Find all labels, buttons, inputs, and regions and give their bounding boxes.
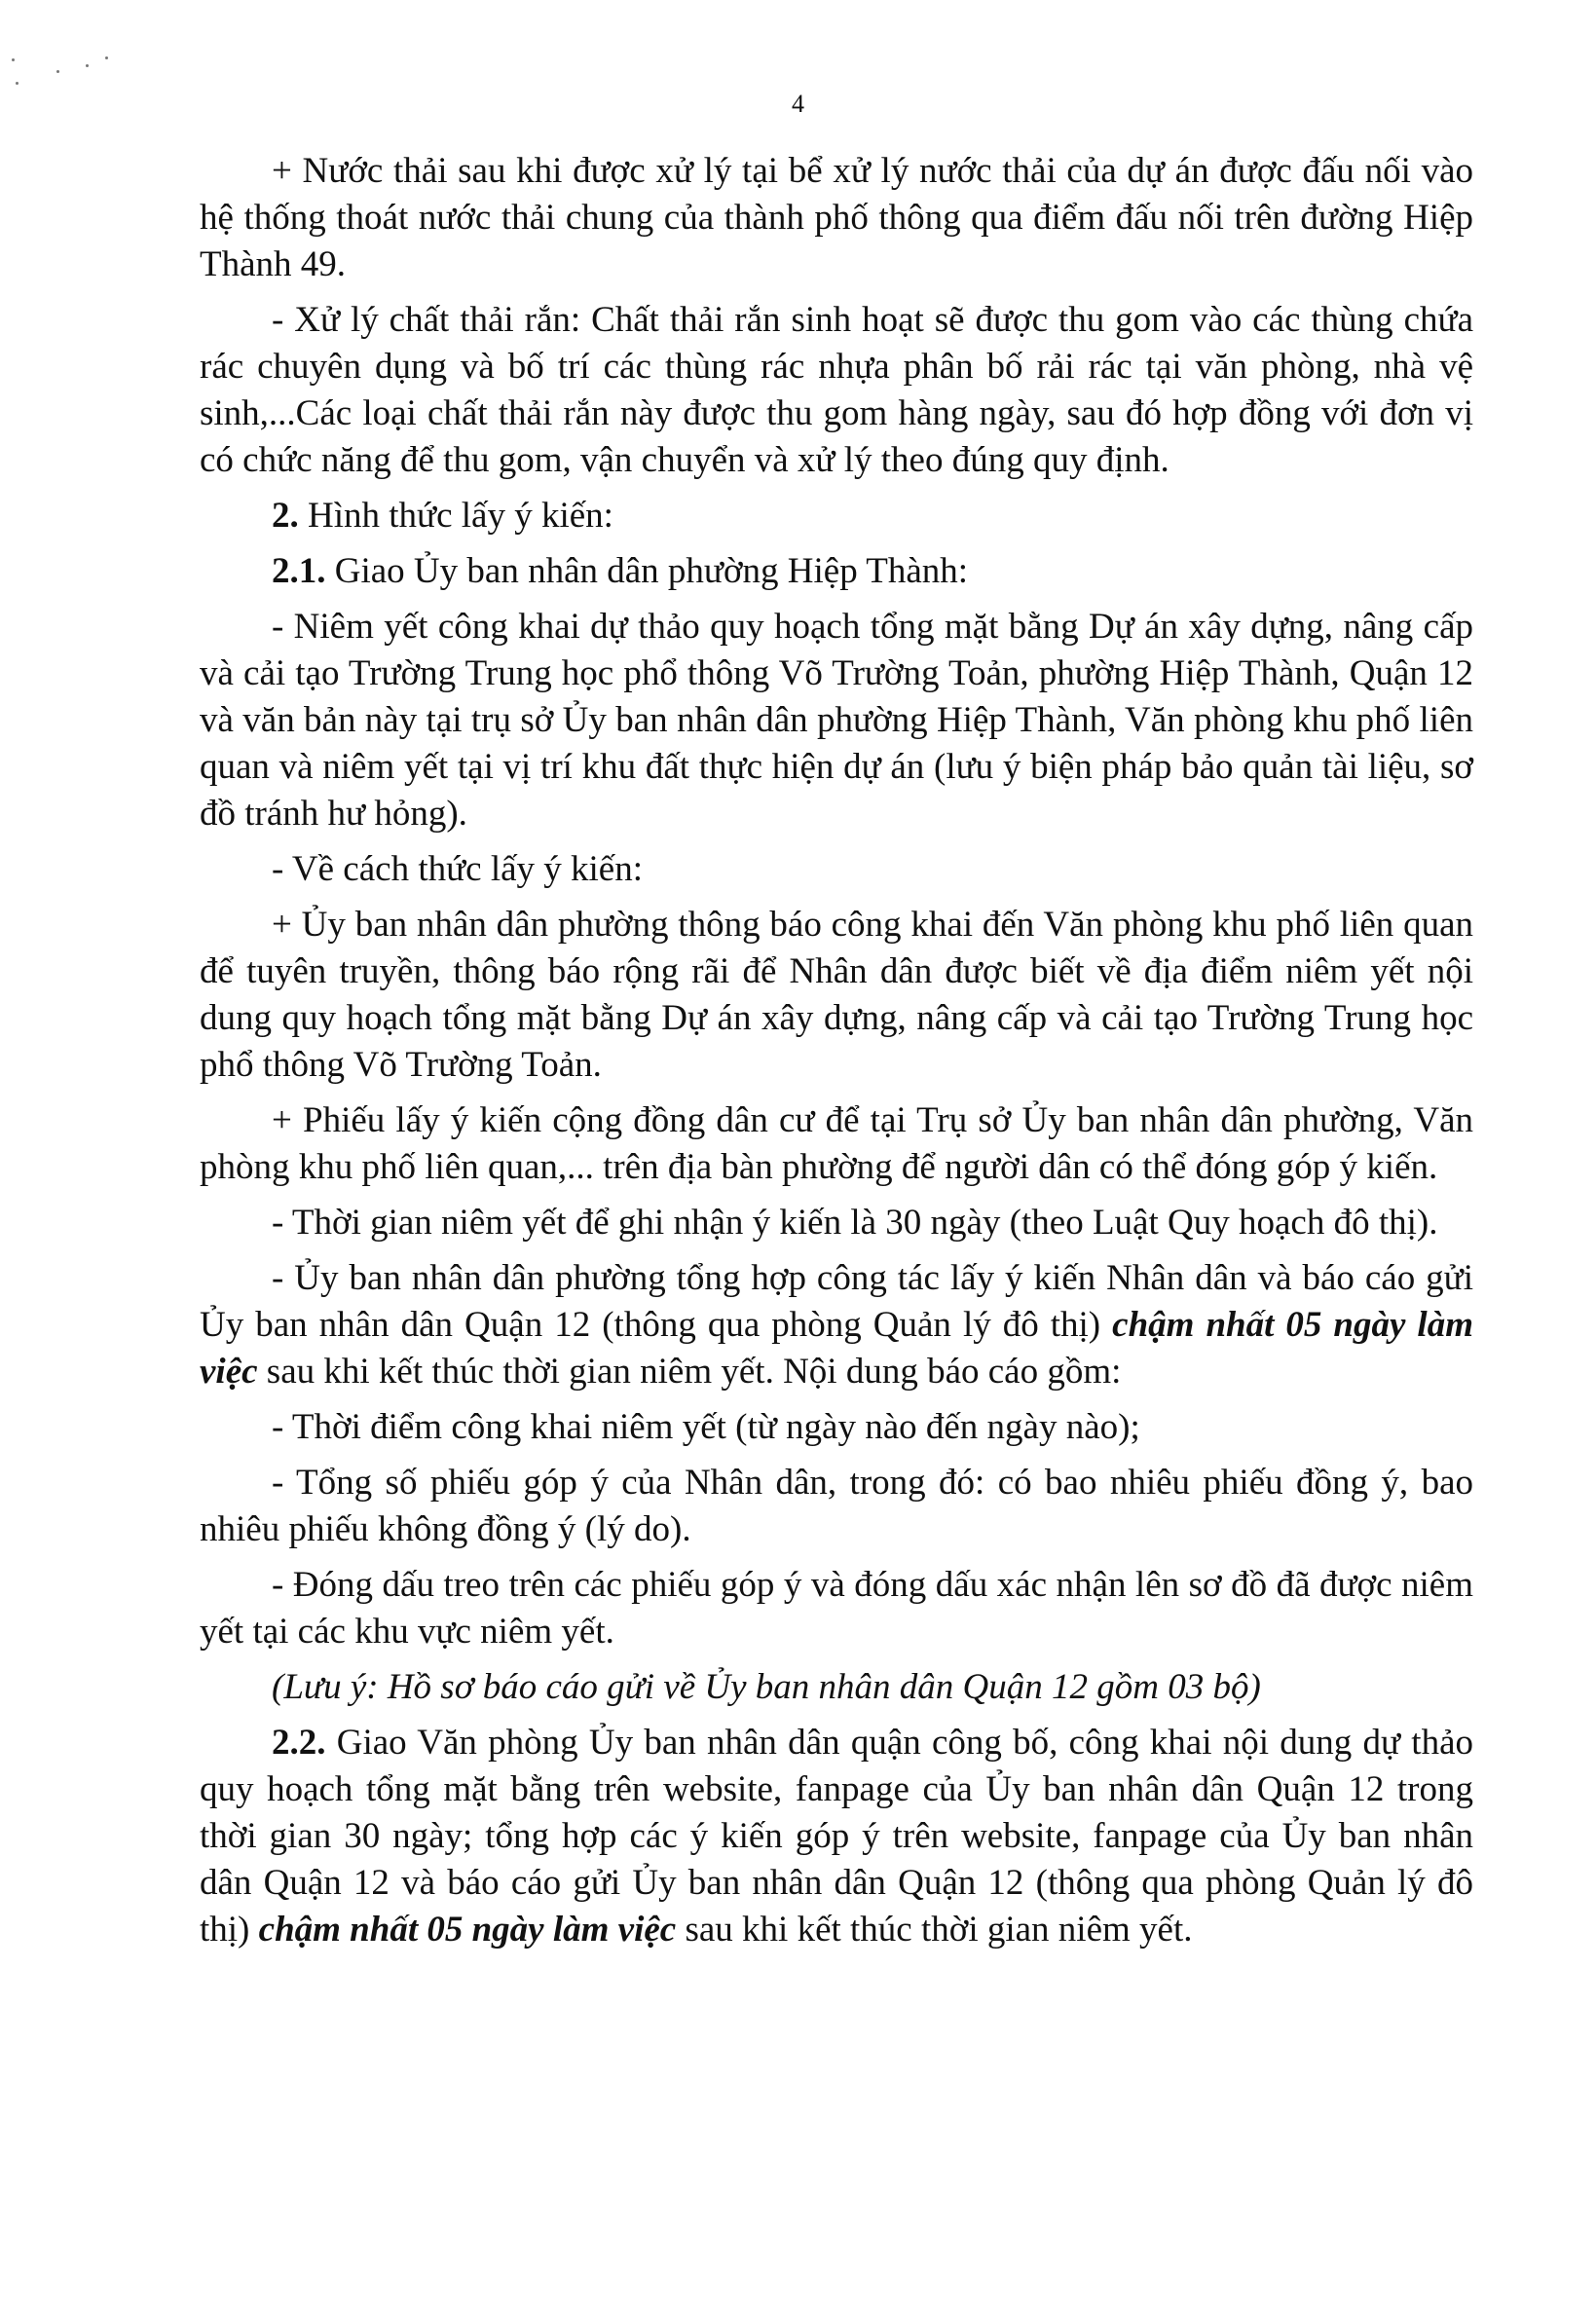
deadline-emphasis: chậm nhất 05 ngày làm việc: [200, 1305, 1473, 1392]
section-number: 2.1.: [272, 551, 326, 591]
scan-speck: [86, 64, 89, 67]
paragraph-report-count: - Tổng số phiếu góp ý của Nhân dân, trong đó: có bao nhiêu phiếu đồng ý, bao nhiêu phiếu không đồng ý (lý do).: [200, 1463, 1473, 1549]
section-number: 2.2.: [272, 1723, 326, 1763]
text-run: sau khi kết thúc thời gian niêm yết.: [676, 1910, 1193, 1950]
paragraph-solid-waste: - Xử lý chất thải rắn: Chất thải rắn sinh hoạt sẽ được thu gom vào các thùng chứa rác chuyên dụng và bố trí các thùng rác nhựa phân bố rải rác tại văn phòng, nhà vệ sinh,...Các loại chất thải rắn này được thu gom hàng ngày, sau đó hợp đồng với đơn vị có chức năng để thu gom, vận chuyển và xử lý theo đúng quy định.: [200, 300, 1473, 480]
paragraph-wastewater-connection: + Nước thải sau khi được xử lý tại bể xử lý nước thải của dự án được đấu nối vào hệ thống thoát nước thải chung của thành phố thông qua điểm đấu nối trên đường Hiệp Thành 49.: [200, 151, 1473, 284]
paragraph-ward-report: [200, 1255, 1473, 1395]
heading-text: Hình thức lấy ý kiến:: [298, 496, 613, 536]
paragraph-posting-duration: - Thời gian niêm yết để ghi nhận ý kiến là 30 ngày (theo Luật Quy hoạch đô thị).: [272, 1203, 1438, 1243]
paragraph-district-office: [200, 1720, 1473, 1953]
paragraph-public-posting: - Niêm yết công khai dự thảo quy hoạch tổng mặt bằng Dự án xây dựng, nâng cấp và cải tạo Trường Trung học phổ thông Võ Trường Toản, phường Hiệp Thành, Quận 12 và văn bản này tại trụ sở Ủy ban nhân dân phường Hiệp Thành, Văn phòng khu phố liên quan và niêm yết tại vị trí khu đất thực hiện dự án (lưu ý biện pháp bảo quản tài liệu, sơ đồ tránh hư hỏng).: [200, 607, 1473, 834]
text-run: Giao Văn phòng Ủy ban nhân dân quận công bố, công khai nội dung dự thảo quy hoạch tổng mặt bằng trên website, fanpage của Ủy ban nhân dân Quận 12 trong thời gian 30 ngày; tổng hợp các ý kiến góp ý trên website, fanpage của Ủy ban nhân dân Quận 12 và báo cáo gửi Ủy ban nhân dân Quận 12 (thông qua phòng Quản lý đô thị): [200, 1723, 1473, 1950]
scan-speck: [12, 58, 15, 61]
document-body: [200, 148, 1473, 1962]
scan-speck: [56, 70, 59, 73]
heading-ward-assignment: [200, 548, 1473, 595]
paragraph-report-time: - Thời điểm công khai niêm yết (từ ngày nào đến ngày nào);: [272, 1407, 1140, 1447]
page-number: 4: [792, 90, 804, 118]
section-number: 2.: [272, 496, 299, 536]
paragraph-ward-announcement: + Ủy ban nhân dân phường thông báo công khai đến Văn phòng khu phố liên quan để tuyên truyền, thông báo rộng rãi để Nhân dân được biết về địa điểm niêm yết nội dung quy hoạch tổng mặt bằng Dự án xây dựng, nâng cấp và cải tạo Trường Trung học phổ thông Võ Trường Toản.: [200, 905, 1473, 1085]
heading-text: Giao Ủy ban nhân dân phường Hiệp Thành:: [325, 551, 969, 591]
paragraph-opinion-forms: + Phiếu lấy ý kiến cộng đồng dân cư để tại Trụ sở Ủy ban nhân dân phường, Văn phòng khu phố liên quan,... trên địa bàn phường để người dân có thể đóng góp ý kiến.: [200, 1100, 1473, 1187]
paragraph-note: (Lưu ý: Hồ sơ báo cáo gửi về Ủy ban nhân dân Quận 12 gồm 03 bộ): [272, 1667, 1261, 1707]
paragraph-method-heading: - Về cách thức lấy ý kiến:: [272, 849, 644, 889]
text-run: - Ủy ban nhân dân phường tổng hợp công tác lấy ý kiến Nhân dân và báo cáo gửi Ủy ban nhân dân Quận 12 (thông qua phòng Quản lý đô thị): [200, 1258, 1473, 1345]
scan-speck: [16, 82, 19, 85]
scan-speck: [105, 56, 108, 59]
text-run: sau khi kết thúc thời gian niêm yết. Nội dung báo cáo gồm:: [257, 1352, 1122, 1392]
heading-consultation-form: [200, 493, 1473, 539]
paragraph-report-stamp: - Đóng dấu treo trên các phiếu góp ý và đóng dấu xác nhận lên sơ đồ đã được niêm yết tại các khu vực niêm yết.: [200, 1565, 1473, 1652]
deadline-emphasis: chậm nhất 05 ngày làm việc: [258, 1910, 677, 1950]
